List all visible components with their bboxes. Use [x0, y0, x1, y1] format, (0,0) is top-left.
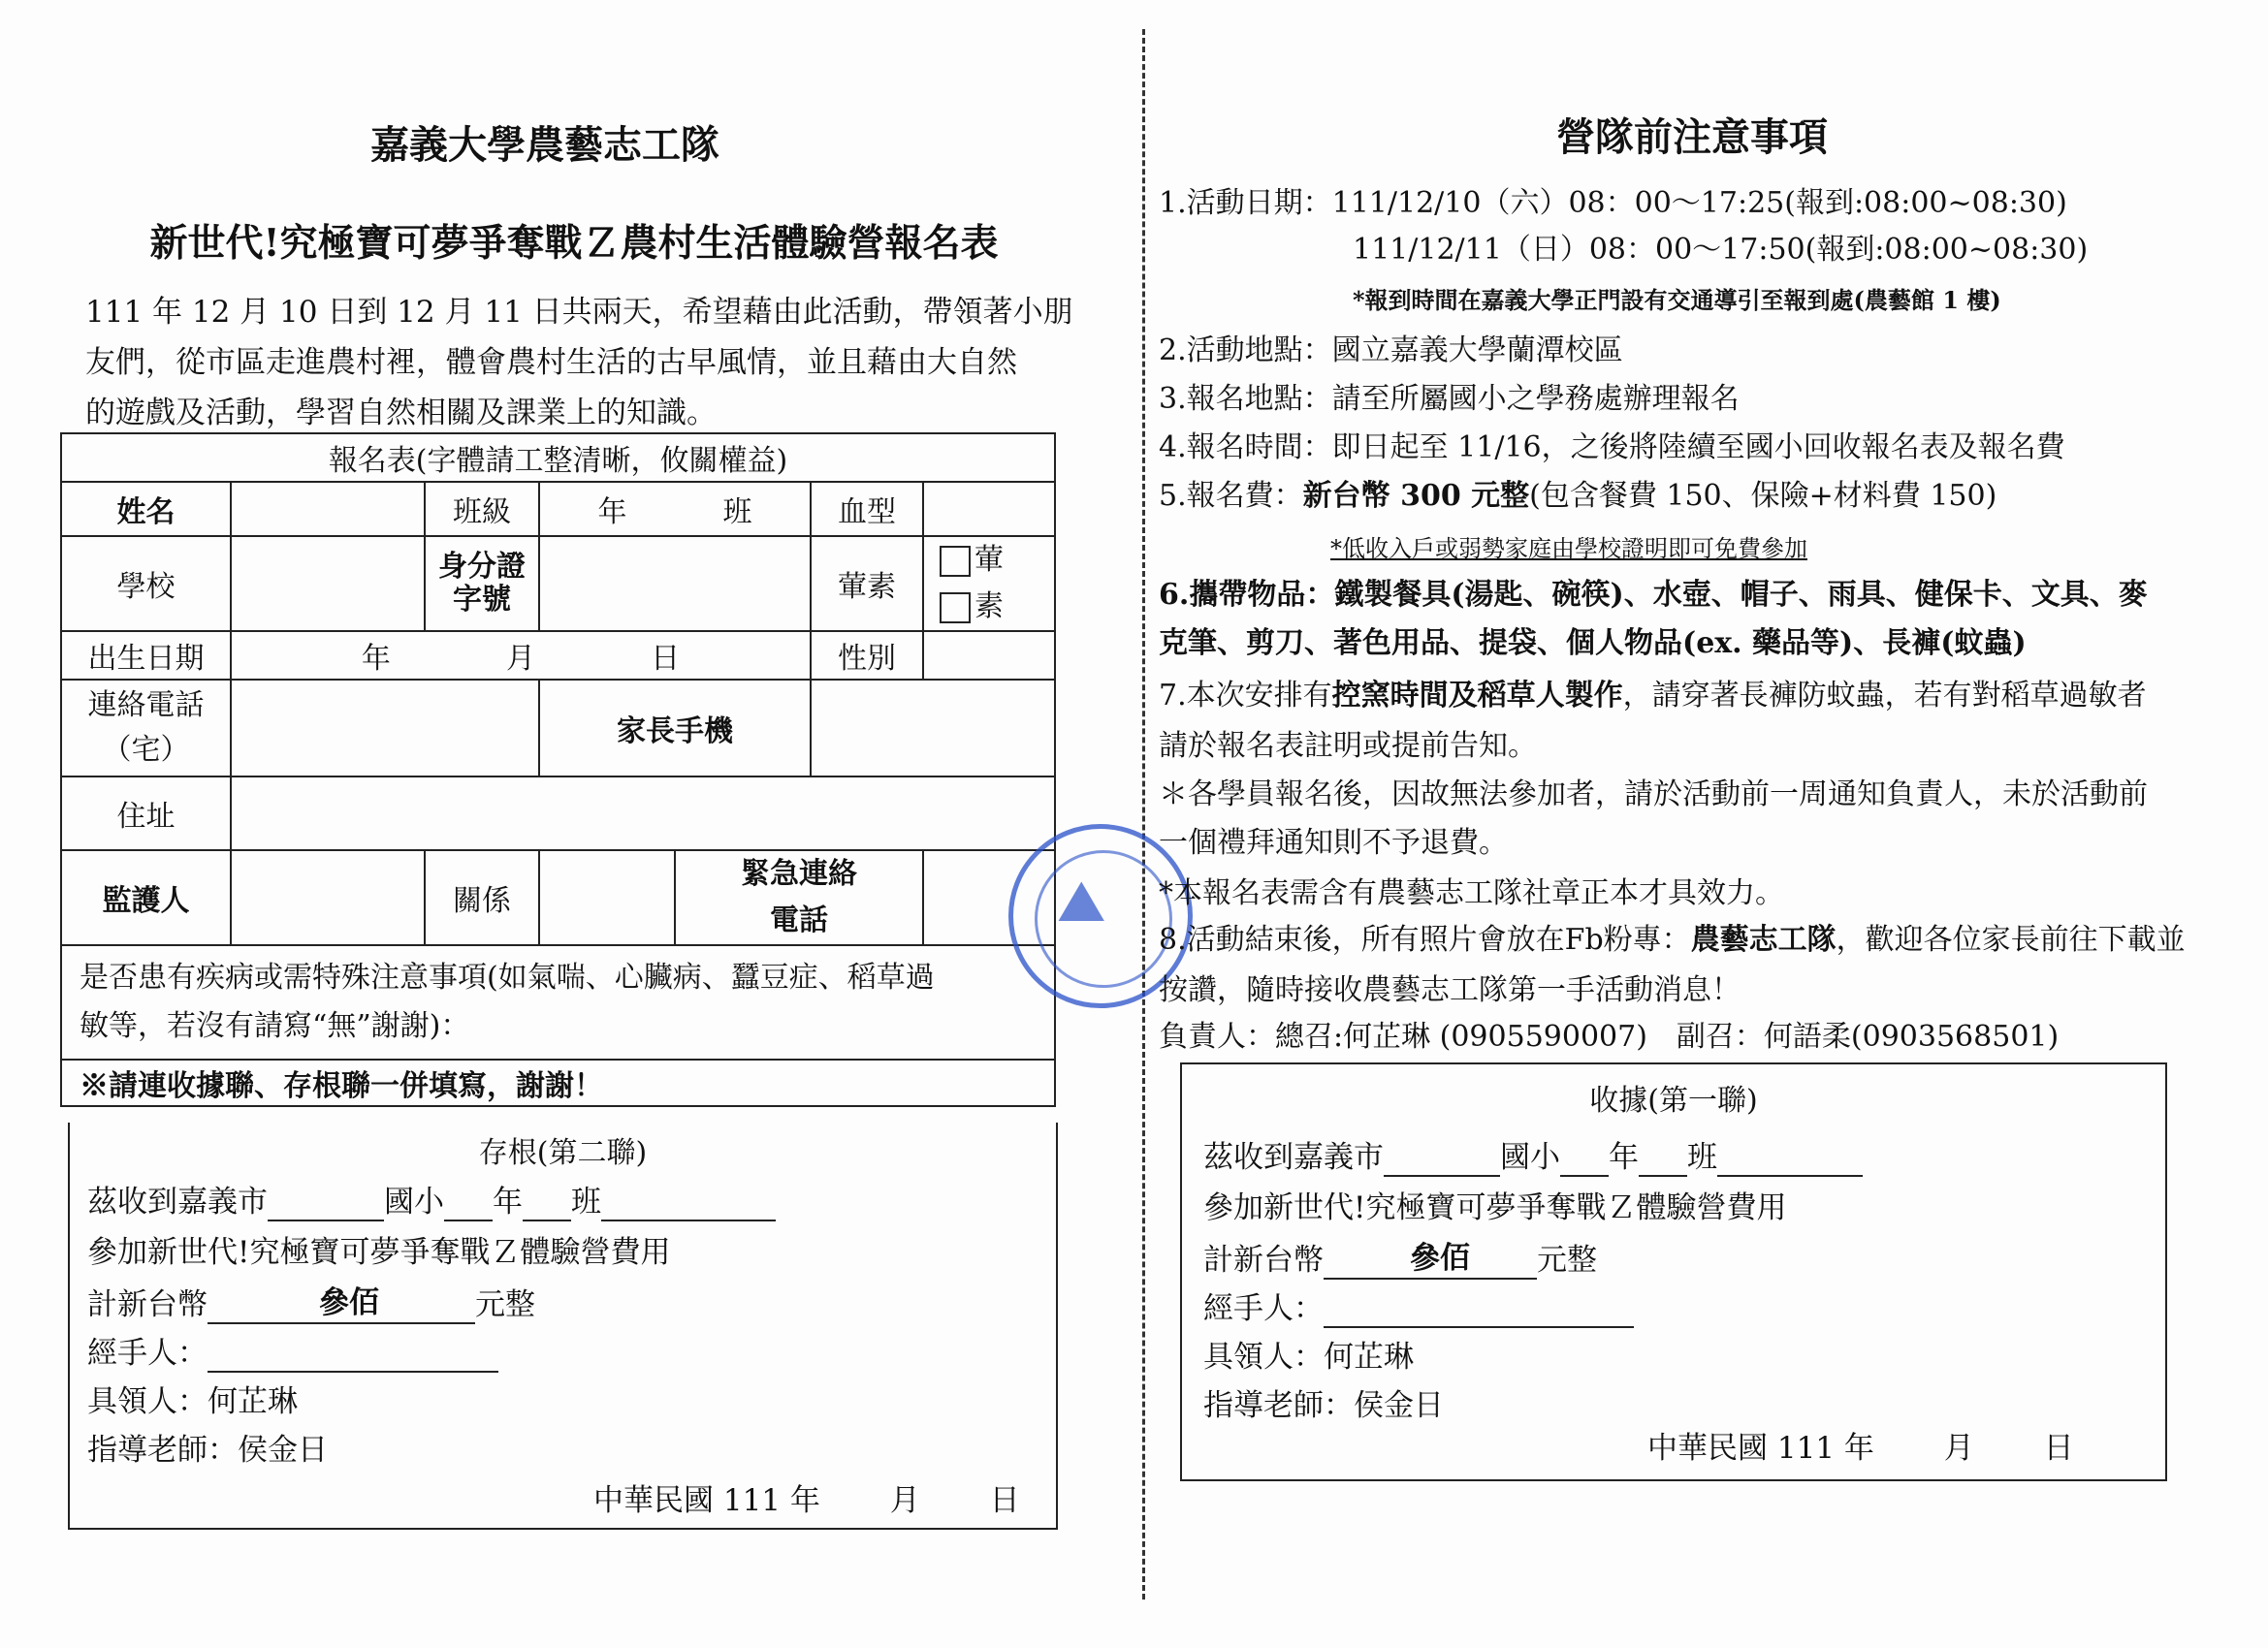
- form-title: 新世代!究極寶可夢爭奪戰Ｚ農村生活體驗營報名表: [149, 221, 999, 266]
- receipt-city-text: 茲收到嘉義市: [1203, 1140, 1384, 1175]
- notes-validity: *本報名表需含有農藝志工隊社章正本才具效力。: [1159, 876, 1784, 910]
- stub-amount-suffix: 元整: [475, 1287, 535, 1322]
- stub-box: [68, 1123, 1058, 1530]
- stub-year-blank[interactable]: [444, 1220, 493, 1221]
- emergency-label-line: 緊急連絡: [741, 857, 857, 891]
- diet-label: 葷素: [811, 536, 923, 631]
- gender-field[interactable]: [923, 631, 1055, 680]
- receipt-amount-prefix: 計新台幣: [1203, 1243, 1324, 1278]
- guardian-label: 監護人: [61, 850, 231, 945]
- blood-label: 血型: [811, 482, 923, 536]
- stub-line-handler: [87, 1334, 498, 1373]
- notes-item-signup-time: 4.報名時間：即日起至 11/16，之後將陸續至國小回收報名表及報名費: [1159, 430, 2065, 464]
- receipt-year-blank[interactable]: [1560, 1175, 1609, 1177]
- home-phone-label: [61, 680, 231, 776]
- meat-option[interactable]: [940, 537, 1048, 584]
- class-class-text: 班: [722, 495, 752, 529]
- club-seal-stamp-icon: ⛰: [1008, 824, 1193, 1008]
- notes-item-photos: [1159, 919, 2186, 962]
- name-field[interactable]: [231, 482, 425, 536]
- emergency-label-line: 電話: [770, 903, 828, 937]
- stub-line-receiver: 具領人：何芷琳: [87, 1384, 298, 1419]
- stub-line-payer: [87, 1183, 776, 1221]
- name-label: 姓名: [61, 482, 231, 536]
- relation-field[interactable]: [539, 850, 675, 945]
- home-phone-label-line: 連絡電話: [87, 688, 205, 722]
- parent-phone-field[interactable]: [811, 680, 1055, 776]
- notes-refund-line1: ＊各學員報名後，因故無法參加者，請於活動前一周通知負責人，未於活動前: [1159, 777, 2148, 811]
- emergency-label: [675, 850, 923, 945]
- birth-year-text: 年: [361, 642, 391, 676]
- stub-handler-label: 經手人：: [87, 1336, 208, 1371]
- birth-day-text: 日: [651, 642, 681, 676]
- notes-fee-amount: 新台幣 300 元整: [1302, 479, 1530, 513]
- id-label-line: 字號: [453, 583, 511, 617]
- notes-activities-a: 7.本次安排有: [1159, 679, 1332, 713]
- gender-label: 性別: [811, 631, 923, 680]
- fill-both-notice: ※請連收據聯、存根聯一併填寫，謝謝！: [61, 1060, 1055, 1106]
- address-label: 住址: [61, 776, 231, 850]
- intro-line: 111 年 12 月 10 日到 12 月 11 日共兩天，希望藉由此活動，帶領著小朋: [85, 295, 1073, 330]
- stub-amount-spacer: [388, 1322, 475, 1324]
- stub-amount-prefix: 計新台幣: [87, 1287, 208, 1322]
- receipt-name-blank[interactable]: [1717, 1175, 1863, 1177]
- receipt-date: 中華民國 111 年 月 日: [1647, 1431, 2074, 1466]
- health-notes-line: 是否患有疾病或需特殊注意事項(如氣喘、心臟病、蠶豆症、稻草過: [80, 961, 935, 995]
- diet-options: [923, 536, 1055, 631]
- cut-line-divider: [1142, 29, 1145, 1600]
- stub-amount-spacer: [208, 1322, 310, 1324]
- meat-checkbox[interactable]: [940, 546, 971, 577]
- blood-field[interactable]: [923, 482, 1055, 536]
- veg-option[interactable]: [940, 584, 1048, 630]
- registration-form: [60, 432, 1054, 1535]
- notes-date-day2: 111/12/11（日）08：00～17:50(報到:08:00~08:30): [1353, 233, 2089, 267]
- receipt-line-purpose: 參加新世代!究極寶可夢爭奪戰Ｚ體驗營費用: [1203, 1190, 1787, 1225]
- notes-photos-c: ，歡迎各位家長前往下載並: [1836, 923, 2186, 957]
- notes-title: 營隊前注意事項: [1556, 114, 1828, 160]
- receipt-title: 收據(第一聯): [1589, 1084, 1758, 1118]
- veg-checkbox[interactable]: [940, 592, 971, 623]
- guardian-field[interactable]: [231, 850, 425, 945]
- receipt-amount-spacer: [1479, 1278, 1537, 1280]
- receipt-line-teacher: 指導老師：侯金日: [1203, 1388, 1444, 1423]
- receipt-class-text: 班: [1687, 1140, 1717, 1175]
- receipt-school-blank[interactable]: [1384, 1175, 1500, 1177]
- notes-fee-note: *低收入戶或弱勢家庭由學校證明即可免費參加: [1330, 535, 1807, 562]
- stub-line-amount: [87, 1284, 535, 1324]
- notes-photos-page: 農藝志工隊: [1690, 923, 1837, 957]
- receipt-handler-blank[interactable]: [1324, 1326, 1634, 1328]
- receipt-amount-suffix: 元整: [1537, 1243, 1597, 1278]
- stub-name-blank[interactable]: [601, 1220, 776, 1221]
- receipt-line-receiver: 具領人：何芷琳: [1203, 1340, 1414, 1375]
- stub-school-text: 國小: [384, 1185, 444, 1220]
- stub-class-blank[interactable]: [523, 1220, 571, 1221]
- notes-activities-b: 控窯時間及稻草人製作: [1331, 679, 1623, 713]
- notes-bring-list: 鐵製餐具(湯匙、碗筷)、水壺、帽子、雨具、健保卡、文具、麥: [1334, 578, 2148, 612]
- notes-date-label: 1.活動日期：: [1159, 186, 1332, 220]
- notes-item-bring: [1159, 574, 2148, 617]
- relation-label: 關係: [425, 850, 539, 945]
- stub-amount-value: 參佰: [310, 1284, 388, 1324]
- intro-line: 友們，從市區走進農村裡，體會農村生活的古早風情，並且藉由大自然: [85, 345, 1017, 380]
- notes-contact: 負責人：總召:何芷琳 (0905590007) 副召：何語柔(0903568501): [1159, 1020, 2060, 1054]
- notes-date-day1: 111/12/10（六）08：00～17:25(報到:08:00~08:30): [1331, 186, 2067, 220]
- stub-class-text: 班: [571, 1185, 601, 1220]
- stub-date: 中華民國 111 年 月 日: [593, 1483, 1020, 1518]
- stub-school-blank[interactable]: [268, 1220, 384, 1221]
- notes-bring-list-cont: 克筆、剪刀、著色用品、提袋、個人物品(ex. 藥品等)、長褲(蚊蟲): [1159, 626, 2027, 660]
- stub-city-text: 茲收到嘉義市: [87, 1185, 268, 1220]
- receipt-amount-value: 參佰: [1401, 1239, 1479, 1280]
- home-phone-label-line: （宅）: [102, 733, 190, 767]
- stub-handler-blank[interactable]: [208, 1371, 498, 1373]
- class-field[interactable]: [539, 482, 811, 536]
- form-header: 報名表(字體請工整清晰，攸關權益): [61, 433, 1055, 482]
- stub-line-purpose: 參加新世代!究極寶可夢爭奪戰Ｚ體驗營費用: [87, 1235, 671, 1270]
- notes-photos-a: 8.活動結束後，所有照片會放在Fb粉專：: [1159, 923, 1691, 957]
- notes-fee-detail: (包含餐費 150、保險+材料費 150): [1529, 479, 1997, 513]
- receipt-amount-spacer: [1324, 1278, 1401, 1280]
- school-label: 學校: [61, 536, 231, 631]
- health-notes-line: 敏等，若沒有請寫“無”謝謝)：: [80, 1009, 470, 1043]
- notes-activities-cont: 請於報名表註明或提前告知。: [1159, 729, 1537, 763]
- receipt-line-payer: [1203, 1138, 1863, 1177]
- stub-title: 存根(第二聯): [478, 1136, 648, 1170]
- receipt-handler-label: 經手人：: [1203, 1291, 1324, 1326]
- intro-line: 的遊戲及活動，學習自然相關及課業上的知識。: [85, 396, 717, 430]
- class-year-text: 年: [597, 495, 627, 529]
- birth-label: 出生日期: [61, 631, 231, 680]
- notes-item-fee: [1159, 475, 1996, 518]
- stub-year-text: 年: [493, 1185, 523, 1220]
- intro-paragraph: [85, 287, 1103, 438]
- stub-line-teacher: 指導老師：侯金日: [87, 1433, 328, 1468]
- address-field[interactable]: [231, 776, 1055, 850]
- home-phone-field[interactable]: [231, 680, 539, 776]
- veg-option-label: 素: [974, 589, 1004, 623]
- receipt-line-amount: [1203, 1239, 1597, 1280]
- health-notes-field[interactable]: [61, 945, 1055, 1060]
- notes-activities-c: ，請穿著長褲防蚊蟲，若有對稻草過敏者: [1622, 679, 2147, 713]
- class-label: 班級: [425, 482, 539, 536]
- id-label: [425, 536, 539, 631]
- receipt-class-blank[interactable]: [1639, 1175, 1687, 1177]
- notes-fee-label: 5.報名費：: [1159, 479, 1303, 513]
- receipt-line-handler: [1203, 1289, 1634, 1328]
- birth-month-text: 月: [506, 642, 535, 676]
- school-field[interactable]: [231, 536, 425, 631]
- id-field[interactable]: [539, 536, 811, 631]
- birth-field[interactable]: [231, 631, 811, 680]
- receipt-school-text: 國小: [1500, 1140, 1560, 1175]
- notes-photos-cont: 按讚，隨時接收農藝志工隊第一手活動消息！: [1159, 973, 1741, 1007]
- id-label-line: 身分證: [438, 550, 526, 584]
- registration-table: [60, 432, 1056, 1107]
- parent-phone-label: 家長手機: [539, 680, 811, 776]
- notes-date-note: *報到時間在嘉義大學正門設有交通導引至報到處(農藝館 1 樓): [1353, 286, 2001, 314]
- receipt-year-text: 年: [1609, 1140, 1639, 1175]
- receipt-box: [1180, 1062, 2167, 1481]
- notes-refund-line2: 一個禮拜通知則不予退費。: [1159, 826, 1508, 860]
- org-title: 嘉義大學農藝志工隊: [370, 122, 719, 168]
- notes-item-signup-place: 3.報名地點：請至所屬國小之學務處辦理報名: [1159, 382, 1740, 416]
- notes-bring-label: 6.攜帶物品：: [1159, 578, 1335, 612]
- notes-item-location: 2.活動地點：國立嘉義大學蘭潭校區: [1159, 333, 1623, 367]
- meat-option-label: 葷: [974, 543, 1004, 577]
- notes-item-activities: [1159, 675, 2147, 717]
- notes-item-date: [1159, 182, 2067, 225]
